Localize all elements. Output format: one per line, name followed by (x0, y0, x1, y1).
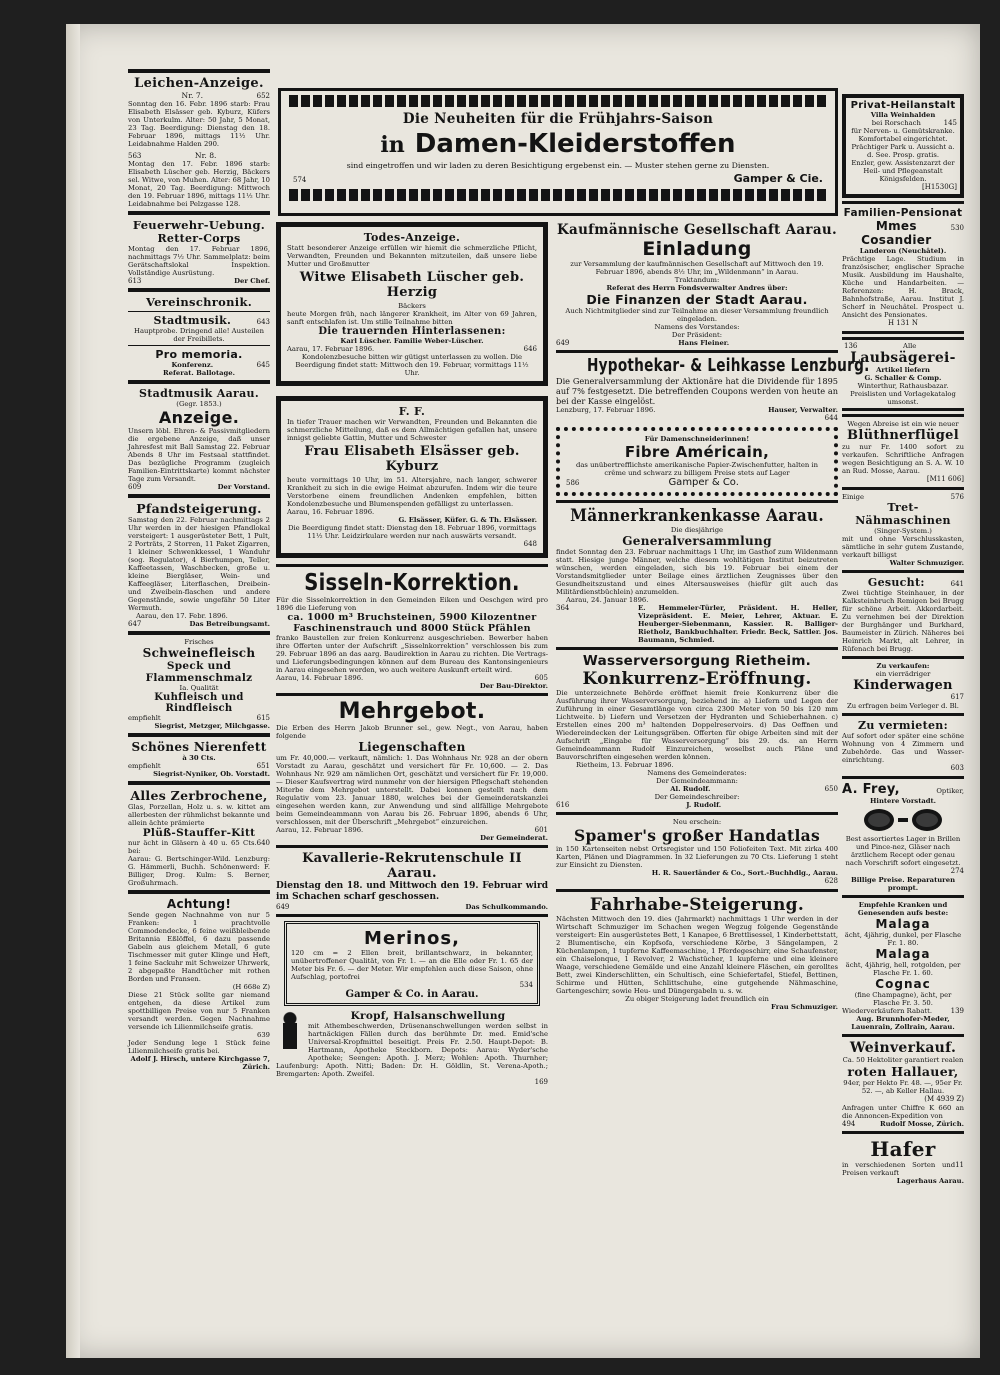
kropf-title: Kropf, Halsanschwellung (350, 1010, 506, 1022)
stadtmusik-aarau-code: 609 (128, 483, 142, 491)
wasser-date: Rietheim, 13. Februar 1896. (576, 761, 674, 769)
frey-optiker (842, 782, 964, 892)
malaga-text: Empfehle Kranken und Genesenden aufs beste: (857, 901, 949, 917)
hafer-ad (842, 1137, 964, 1185)
maenner-title: Männerkrankenkasse Aarau. (570, 506, 824, 526)
person-figure-icon (276, 1010, 304, 1058)
frey-text2: Billige Preise. Reparaturen prompt. (850, 876, 956, 892)
gesucht-title: Gesucht: (867, 576, 925, 589)
fahrhabe-title: Fahrhabe-Steigerung. (589, 895, 805, 915)
todes2-date: Aarau, 16. Februar 1896. (287, 508, 375, 516)
todes1-name: Witwe Elisabeth Lüscher geb. Herzig (299, 270, 525, 300)
kinderwagen-pre: Zu verkaufen: (876, 662, 930, 670)
fibre-text: das unübertrefflichste amerikanische Papier-Zwischenfutter, halten in crême und schwarz zu billigem Preise stets auf Lager (576, 461, 818, 477)
leichen-anzeige (128, 76, 270, 208)
frey-title: A. Frey, (842, 782, 900, 797)
todes1-names: Karl Lüscher. Familie Weber-Lüscher. (340, 337, 484, 345)
achtung-code1: (H 668e Z) (232, 983, 270, 991)
schweinefleisch-ad (128, 638, 270, 730)
stadtmusik-aarau-sig: Der Vorstand. (217, 483, 270, 491)
laubsaege-code: 136 (844, 342, 858, 350)
wasser-schr: Der Gemeindeschreiber: (654, 793, 740, 801)
leichen-nr2: Nr. 8. (194, 151, 217, 160)
pension-title: Familien-Pensionat (843, 207, 963, 219)
fibre-sig: Gamper & Co. (668, 477, 739, 488)
stadtmusik-label: Stadtmusik. (153, 314, 232, 327)
merinos-title: Merinos, (364, 928, 460, 949)
malaga-sig: Aug. Brunnhofer-Meder, Lauenrain, Zollrain, Aarau. (851, 1015, 955, 1031)
malaga-title: Malaga (875, 917, 931, 931)
column-4 (842, 94, 964, 1185)
todes1-title: Todes-Anzeige. (363, 231, 461, 244)
kitt-code: 640 (256, 839, 270, 847)
hypothekar-sig: Hauser, Verwalter. (768, 406, 838, 414)
hypothekar-title: Hypothekar- & Leihkasse Lenzburg. (587, 356, 870, 376)
mehrgebot-text2: um Fr. 40,000.— verkauft, nämlich: 1. Das Wohnhaus Nr. 928 an der obern Vorstadt zu Aarau, geschätzt und versichert für Fr. 10,600. — 2. Das Wohnhaus Nr. 929 am nämlichen Ort, geschätzt und versichert für Fr. 19,000. — Dieser Kaufsvertrag wird nunmehr von der hiersigen Pflegschaft stehenden Miterbe dem Mehrgebot unterstellt. Dabei konnen gestellt nach dem Regulativ vom 23. Januar 1880, welches bei der Gemeinderatskanzlei eingesehen werden kann, zur Anwendung und sind allfällige Mehrgebote beim Gemeindeammann von Aarau bis 26. Februar 1896, abends 6 Uhr, verschlossen, mit der Überschrift „Mehrgebot“ einzureichen. (276, 754, 548, 826)
handatlas-text: in 150 Kartenseiten nebst Ortsregister und 150 Foliofeiten Text. Mit zirka 400 Karten, Plänen und Diagrammen. In 32 Lieferungen zu 70 Cts. Lieferung 1 steht zur Einsicht zu Diensten. (556, 845, 838, 869)
privat-place: bei Rorschach (871, 119, 921, 127)
frey-code: 274 (950, 867, 964, 875)
schwein-title3: Kuhfleisch und Rindfleisch (154, 692, 244, 714)
handatlas (556, 818, 838, 886)
header-title: Die Neuheiten für die Frühjahrs-Saison (402, 111, 714, 127)
kaufm-sig: Hans Fleiner. (678, 339, 730, 347)
tret-naehmaschinen (842, 493, 964, 567)
leichen-nr1: Nr. 7. (181, 91, 204, 100)
todes1-role: Bäckers (398, 302, 426, 310)
laubsaege-pre: Alle (903, 342, 917, 350)
weinverkauf-code2: 494 (842, 1120, 856, 1128)
laubsaege-firm: G. Schaller & Comp. (864, 374, 942, 382)
todes1-code: 646 (523, 345, 537, 353)
feuerwehr-title: Feuerwehr-Uebung. (132, 218, 266, 232)
header-firm: Gamper & Cie. (733, 172, 823, 185)
vereinschronik-title: Vereinschronik. (145, 295, 253, 309)
naehmaschinen-title: Tret-Nähmaschinen (855, 501, 951, 527)
gesucht-steinhauer (842, 576, 964, 653)
mehrgebot-date: Aarau, 12. Februar 1896. (276, 826, 364, 834)
achtung-sig: Adolf J. Hirsch, untere Kirchgasse 7, Zürich. (130, 1055, 270, 1071)
achtung-text: Sende gegen Nachnahme von nur 5 Franken: 1 prachtvolle Commodendecke, 6 feine weißbleibende Britannia Eßlöffel, 6 dazu passende Gabeln aus gleichem Metall, 6 gute Tischmesser mit guter Klinge und Heft, 1 feine Sackuhr mit Schweizer Uhrwerk, 2 abgepaßte Handtücher mit rothen Borden und Fransen. (128, 911, 270, 983)
leichen-code1: 652 (256, 92, 270, 100)
kropf-text: mit Athembeschwerden, Drüsenanschwellungen werden selbst in hartnäckigen Fällen durch das berühmte Dr. med. Emid'sche Universal-Kropfmittel beseitigt. Preis Fr. 2.50. Haupt-Depot: B. Hartmann, Apotheke Steckborn. Depots: Aarau: Wyder'sche Apotheke; Seengen: Apoth. J. Merz; Wohlen: Apoth. Thurnher; Laufenburg: Apoth. Nitti; Baden: Dr. H. Göldlin, St. Verena-Apoth.; Bremgarten: Apoth. Zweifel. (276, 1022, 548, 1078)
column-2 (276, 222, 548, 1087)
leichen-entry2: Montag den 17. Febr. 1896 starb: Elisabeth Lüscher geb. Herzig, Bäckers sel. Witwe, von Muhen. Alter: 68 Jahr, 10 Monat, 20 Tag. Beerdigung: Mittwoch den 19. Februar 1896, mittags 11½ Uhr. Leidabnahme bei Pelzgasse 128. (128, 160, 270, 208)
malaga-code: 139 (950, 1007, 964, 1015)
todes1-text3: Kondolenzbesuche bitten wir gütigst unterlassen zu wollen. Die Beerdigung findet statt: Mittwoch den 19. Februar, vormittags 11½ Uhr. (295, 353, 529, 377)
mehrgebot-sub: Liegenschaften (358, 740, 466, 754)
naehmaschinen-text: mit und ohne Verschlusskasten, sämtliche in sehr gutem Zustande, verkauft billigst (842, 535, 964, 559)
todes1-text: Statt besonderer Anzeige erfüllen wir hiemit die schmerzliche Pflicht, Verwandten, Freunden und Bekannten mitzuteilen, daß unsere liebe Mutter und Großmutter (287, 244, 537, 268)
wasser-name1: Al. Rudolf. (670, 785, 711, 793)
zu-vermieten (842, 719, 964, 773)
hafer-sig: Lagerhaus Aarau. (896, 1177, 964, 1185)
wasser-title2: Konkurrenz-Eröffnung. (582, 669, 812, 689)
weinverkauf-sig: Rudolf Mosse, Zürich. (879, 1120, 964, 1128)
stadtmusik-aarau (128, 387, 270, 491)
todes-anzeige-2 (276, 396, 548, 558)
kitt-ad (128, 788, 270, 887)
bluethnerfluegel (842, 420, 964, 484)
kinderwagen (842, 662, 964, 710)
hafer-text: in verschiedenen Sorten und Preisen verkauft (842, 1161, 956, 1177)
leichen-code2: 563 (128, 152, 142, 160)
frey-role: Optiker, (936, 787, 964, 795)
maennerkrankenkasse (556, 506, 838, 644)
privat-code: 145 (943, 119, 957, 127)
schwein-title: Schweinefleisch (142, 646, 256, 660)
stadtmusik-aarau-anzeige: Anzeige. (158, 408, 240, 427)
wasser-code2: 616 (556, 801, 570, 809)
bluethner-title: Blüthnerflügel (847, 428, 959, 443)
weinverkauf-title2: roten Hallauer, (847, 1064, 959, 1079)
hypothekar-leihkasse (556, 356, 870, 423)
laubsaege-place: Winterthur, Rathausbazar. (857, 382, 949, 390)
kaufm-title: Kaufmännische Gesellschaft Aarau. (556, 222, 837, 238)
pfand-date: Aarau, den 17. Febr. 1896. (136, 612, 228, 620)
schwein-sub: Ia. Qualität (179, 684, 219, 692)
fibre-americain (556, 427, 838, 496)
schwein-title2: Speck und Flammenschmalz (145, 660, 253, 684)
kitt-dealers: Aarau: G. Bertschinger-Wild. Lenzburg: G. Hämmerli, Buchh. Schönenwerd: F. Billiger, Drog. Kulm: S. Berner, Großuhrmach. (128, 855, 270, 887)
kinderwagen-title: Kinderwagen (853, 678, 953, 693)
weinverkauf (842, 1040, 964, 1128)
kavallerie-text: Dienstag den 18. und Mittwoch den 19. Februar wird im Schachen scharf geschossen. (276, 881, 548, 902)
kavallerie-title: Kavallerie-Rekrutenschule II Aarau. (302, 851, 522, 881)
kavallerie (276, 851, 548, 911)
chain-border-top (289, 95, 827, 107)
fibre-pre: Für Damenschneiderinnen! (644, 435, 750, 443)
kaufm-referat: Referat des Herrn Fondsverwalter Andres über: (606, 284, 788, 292)
fibre-code: 586 (566, 479, 580, 487)
konferenz-code: 645 (256, 361, 270, 369)
pro-memoria: Pro memoria. (155, 348, 243, 361)
fahrhabe-steigerung (556, 895, 838, 1011)
sisseln-code: 605 (534, 674, 548, 682)
malaga-title3: Cognac (875, 977, 931, 991)
feuerwehr-sig: Der Chef. (234, 277, 270, 285)
hypothekar-text: Die Generalversammlung der Aktionäre hat die Dividende für 1895 auf 7% festgesetzt. Die betreffenden Coupons werden von heute an bei der Kasse eingelöst. (556, 376, 838, 406)
bluethner-text: Wegen Abreise ist ein wie neuer (847, 420, 959, 428)
chain-border-bottom (289, 189, 827, 201)
sisseln-sig: Der Bau-Direktor. (479, 682, 548, 690)
weinverkauf-text2: 94er, per Hekto Fr. 48. —, 95er Fr. 52. —, ab Keller Hallau. (843, 1079, 963, 1095)
achtung-ad (128, 897, 270, 1071)
sisseln-title: Sisseln-Korrektion. (304, 570, 520, 596)
vereinschronik (128, 295, 270, 377)
malaga-desc2: ächt, 4jährig, hell, rotgolden, per Flasche Fr. 1. 60. (845, 961, 961, 977)
kinderwagen-text2: Zu erfragen beim Verleger d. Bl. (847, 702, 959, 710)
leichen-entry1: Sonntag den 16. Febr. 1896 starb: Frau Elisabeth Elsässer geb. Kyburz, Küfers von Unterkulm. Alter: 50 Jahr, 5 Monat, 23 Tag. Beerdigung: Dienstag den 18. Februar 1896, mittags 11½ Uhr. Leidabnahme Halden 290. (128, 100, 270, 148)
kaufm-einladung: Einladung (642, 238, 752, 260)
todes2-text2: heute vormittags 10 Uhr, im 51. Altersjahre, nach langer, schwerer Krankheit zu sich in die ewige Heimat abzurufen. Indem wir die teure Verstorbene einem freundlichen Andenken empfehlen, bitten Kondolenzbesuche und Blumenspenden gefälligst zu unterlassen. (287, 476, 537, 508)
konferenz-referat: Referat. Ballotage. (163, 369, 235, 377)
kitt-title: Alles Zerbrochene, (130, 788, 268, 803)
kinderwagen-code: 617 (950, 693, 964, 701)
schwein-empf: empfiehlt (128, 714, 161, 722)
sisseln-korrektion (276, 570, 548, 690)
fahrhabe-text: Nächsten Mittwoch den 19. dies (Jahrmarkt) nachmittags 1 Uhr werden in der Wirtschaft Schmuziger im Schachen wegen Wegzug folgende Gegenstände versteigert: Ein ausgerüstetes Bett, 1 Kanapee, 6 Brettlisessel, 1 Kinderbettstatt, 2 Blumentische, ein Kopfsofa, verschiedene Körbe, 3 Sängelampen, 2 Küchenlampen, 1 tupferne Kaffeemaschine, 1 Pferdegeschirr, eine Schaufenster, ein Chaiselonque, 1 Revolver, 2 Wachstücher, 1 kupferne und eine kleinere Waage, verschiedene Gemälde und eine Anzahl kleinere Fläschen, ein gerolltes Bett, zwei Kinderschlitten, ein Schultisch, eine Schiefertafel, Stiefel, Bettinen, Schirme und Hütten, Schlittschuhe, eine gutgehende Nähmaschine, Gartengeschirr, sowie Heu- und Düngergabeln u. s. w. (556, 915, 838, 995)
pfandsteigerung (128, 501, 270, 628)
sisseln-date: Aarau, 14. Februar 1896. (276, 674, 364, 682)
frey-text: Best assortiertes Lager in Brillen und Pince-nez, Gläser nach ärztlichem Recept oder genau nach Vorschrift sofort eingesetzt. (845, 835, 961, 867)
laubsaegerei (842, 337, 964, 411)
schwein-pre: Frisches (184, 638, 214, 646)
naehmaschinen-sub: (Singer-System.) (874, 527, 932, 535)
malaga-rabatt: Wiederverkäufern Rabatt. (842, 1007, 933, 1015)
stadtmusik-aarau-text: Unsern löbl. Ehren- & Passivmitgliedern die ergebene Anzeige, daß unser Jahresfest mit Ball Samstag 22. Februar Abends 8 Uhr im Festsaal stattfindet. Das bezügliche Programm (zugleich Familien-Eintrittskarte) kommt nächster Tage zum Versandt. (128, 427, 270, 483)
kitt-product: Plüß-Stauffer-Kitt (142, 827, 256, 839)
stadtmusik-aarau-sub: (Gegr. 1853.) (176, 400, 222, 408)
column-1 (128, 66, 270, 1071)
kaufm-traktandum: Traktandum: (674, 276, 720, 284)
page-gutter (66, 24, 80, 1358)
weinverkauf-title: Weinverkauf. (849, 1040, 957, 1056)
stadtmusik-aarau-title: Stadtmusik Aarau. (139, 387, 259, 400)
wasser-namens: Namens des Gemeinderates: (647, 769, 747, 777)
nierenfett-empf: empfiehlt (128, 762, 161, 770)
achtung-code2: 639 (257, 1031, 270, 1039)
mehrgebot-code: 601 (534, 826, 548, 834)
mehrgebot-sig: Der Gemeinderat. (480, 834, 548, 842)
naehmaschinen-sig: Walter Schmuziger. (889, 559, 964, 567)
kaufm-code: 649 (556, 339, 570, 347)
mehrgebot-text: Die Erben des Herrn Jakob Brunner sel., gew. Negt., von Aarau, haben folgende (276, 724, 548, 740)
pension-name: Mmes Cosandier (861, 219, 932, 247)
privat-text: für Nerven- u. Gemütskranke. Komfortabel eingerichtet. Prächtiger Park u. Aussicht a. d. See. Prosp. gratis. (851, 127, 955, 159)
malaga-title2: Malaga (875, 947, 931, 961)
hypothekar-date: Lenzburg, 17. Februar 1896. (556, 406, 656, 414)
achtung-text2: Diese 21 Stück sollte gar niemand entgehen, da diese Artikel zum spottbilligen Preise von nur 5 Franken versandt werden. Gegen Nachnahme versende ich Lilienmilchseife gratis. (128, 991, 270, 1031)
header-text: sind eingetroffen und wir laden zu deren Besichtigung ergebenst ein. — Muster stehen gerne zu Diensten. (346, 161, 770, 170)
pfand-title: Pfandsteigerung. (136, 501, 262, 516)
todes1-date: Aarau, 17. Februar 1896. (287, 345, 375, 353)
todes2-text: In tiefer Trauer machen wir Verwandten, Freunden und Bekannten die schmerzliche Mitteilung, daß es dem Allmächtigen gefallen hat, unsere innigst geliebte Gattin, Mutter und Schwester (287, 418, 537, 442)
pfand-code: 647 (128, 620, 142, 628)
kitt-text: Glas, Porzellan, Holz u. s. w. kittet am allerbesten der rühmlichst bekannte und allein ächte prämierte (128, 803, 270, 827)
gesucht-code: 641 (950, 580, 964, 588)
merinos-sig: Gamper & Co. in Aarau. (345, 989, 479, 1000)
kropf-ad (276, 1010, 548, 1087)
todes1-text2: heute Morgen früh, nach längerer Krankheit, im Alter von 69 Jahren, sanft entschlafen ist. Um stille Teilnahme bitten (287, 310, 537, 326)
todes2-sig: G. Elsässer, Küfer. G. & Th. Elsässer. (398, 516, 537, 524)
header-ad (278, 88, 838, 216)
sisseln-text2: franko Baustellen zur freien Konkurrenz ausgeschrieben. Bewerber haben ihre Offerten unter der Aufschrift „Sisselnkorrektion“ verschlossen bis zum 29. Februar 1896 an das aarg. Baudirektion in Aarau zu richten. Die Vertrags- und Lieferungsbedingungen können auf dem Bureau des Kantonsingenieurs in Aarau eingesehen werden, wo auch weitere Auskunft erteilt wird. (276, 634, 548, 674)
wasser-code1: 650 (824, 785, 838, 793)
kaufm-praes: Der Präsident: (671, 331, 723, 339)
nierenfett-sig: Siegrist-Nyniker, Ob. Vorstadt. (153, 770, 270, 778)
schwein-sig: Siegrist, Metzger, Milchgasse. (154, 722, 270, 730)
privat-doctor: Enzler, gew. Assistenzarzt der Heil- und Pflegeanstalt Königsfelden. (851, 159, 955, 183)
privat-code2: [H1530G] (922, 183, 957, 191)
pfand-text: Samstag den 22. Februar nachmittags 2 Uhr werden in der hiesigen Pfandlokal versteigert: 1 ausgerüsteter Bett, 1 Pult, 2 Porträts, 2 Storren, 11 Paket Zigarren, 1 kleiner Schwenkkessel, 1 Wanduhr (sog. Regulator), 4 Bierhumpen, Teller, Kaffeetassen, Waschbecken, große u. kleine Biergläser, Wein- und Kaffeegläser, Literflaschen, Dreibein- und Zweibein-flaschen und andere Gegenstände, sowie ungefähr 50 Liter Wermuth. (128, 516, 270, 612)
kaufm-text: zur Versammlung der kaufmännischen Gesellschaft auf Mittwoch den 19. Februar 1896, abends 8½ Uhr, im „Wildenmann“ in Aarau. (570, 260, 824, 276)
sisseln-text: Für die Sisselnkorrektion in den Gemeinden Eiken und Oeschgen wird pro 1896 die Lieferung von (276, 596, 548, 612)
weinverkauf-code: (M 4939 Z) (924, 1095, 964, 1103)
privat-sub: Villa Weinhalden (870, 111, 936, 119)
kropf-code: 169 (534, 1078, 548, 1086)
kaufm-text2: Auch Nichtmitglieder sind zur Teilnahme an dieser Versammlung freundlich eingeladen. (565, 307, 829, 323)
laubsaege-sub: Artikel liefern (876, 366, 930, 374)
handatlas-sig: H. R. Sauerländer & Co., Sort.-Buchhdlg., Aarau. (651, 869, 838, 877)
privat-heilanstalt (842, 94, 964, 198)
nierenfett-code: 651 (256, 762, 270, 770)
malaga-ad (842, 901, 964, 1031)
malaga-desc3: (fine Champagne), ächt, per Flasche Fr. 3. 50. (854, 991, 952, 1007)
stadtmusik-probe: Hauptprobe. Dringend alle! Austeilen der Freibillets. (134, 327, 264, 343)
maenner-sub: Generalversammlung (622, 534, 772, 548)
wasser-title: Wasserversorgung Rietheim. (582, 653, 812, 669)
nierenfett-title: Schönes Nierenfett (131, 740, 267, 754)
kinderwagen-text: ein vierrädriger (875, 670, 931, 678)
feuerwehr-sub: Retter-Corps (157, 232, 241, 245)
handatlas-code: 628 (824, 877, 838, 885)
merinos (284, 921, 540, 1006)
pension-text: Prächtige Lage. Studium in französischer, englischer Sprache Musik. Ausbildung im Haushalte, Küche und Handarbeiten. — Referenzen: H. Brack, Bahnhofstraße, Aarau. Institut J. Scherf in Neuchâtel. Prospect u. Ansicht des Pensionates. (842, 255, 964, 319)
fibre-title: Fibre Américain, (624, 443, 770, 461)
mehrgebot (276, 699, 548, 842)
todes-anzeige-1 (276, 222, 548, 386)
frey-place: Hintere Vorstadt. (869, 797, 937, 805)
wasser-amm: Der Gemeindeammann: (656, 777, 738, 785)
achtung-title: Achtung! (166, 897, 232, 911)
maenner-code: 364 (556, 604, 570, 612)
maenner-board: E. Hemmeler-Türler, Präsident. H. Heller, Vizepräsident. E. Meier, Lehrer, Aktuar. E. Heuberger-Siebenmann, Kassier. R. Balliger-Rietholz, Bankbuchhalter. Friedr. Beck, Sattler. Jos. Baumann, Schmied. (638, 604, 838, 644)
pension-place: Landeron (Neuchâtel). (859, 247, 947, 255)
header-num: 574 (293, 176, 307, 184)
hypothekar-code: 644 (824, 414, 838, 422)
todes2-name: Frau Elisabeth Elsässer geb. Kyburz (304, 444, 520, 474)
hafer-code: 11 (955, 1161, 964, 1169)
privat-title: Privat-Heilanstalt (850, 100, 956, 111)
vermieten-text: Auf sofort oder später eine schöne Wohnung von 4 Zimmern und Zubehörde. Gas und Wasser-einrichtung. (842, 732, 964, 764)
hafer-title: Hafer (870, 1137, 936, 1161)
pension-code: 530 (950, 224, 964, 232)
todes2-text3: Die Beerdigung findet statt: Dienstag den 18. Februar 1896, vormittags 11½ Uhr. Leidzirkulare werden nur nach auswärts versandt. (288, 524, 536, 540)
merinos-code: 534 (519, 981, 533, 989)
naehmaschinen-code: 576 (950, 493, 964, 501)
kaufm-topic: Die Finanzen der Stadt Aarau. (586, 292, 808, 307)
vermieten-title: Zu vermieten: (858, 719, 948, 732)
feuerwehr-uebung (128, 218, 270, 285)
gesucht-text: Zwei tüchtige Steinhauer, in der Kalksteinbruch Remigen bei Brugg für schöne Arbeit. Akkordarbeit. Zu vernehmen bei der Direktion der Burghänger und Burkhard, Baumeister in Zürich. Näheres bei Heinrich Markt, alt Lehrer, in Rüfenach bei Brugg. (842, 589, 964, 653)
nierenfett-ad (128, 740, 270, 778)
weinverkauf-text3: Anfragen unter Chiffre K 660 an die Annoncen-Expedition von (842, 1104, 964, 1120)
laubsaege-text: Preislisten und Vorlagekatalog umsonst. (850, 390, 956, 406)
bluethner-text2: zu nur Fr. 1400 sofort zu verkaufen. Schriftliche Anfragen wegen Besichtigung an S. A. W. 10 an Rud. Mosse, Aarau. (842, 443, 964, 475)
mehrgebot-title: Mehrgebot. (338, 699, 486, 724)
handatlas-pre: Neu erschein: (672, 818, 722, 826)
kitt-text2: nur ächt in Gläsern à 40 u. 65 Cts. bei: (128, 839, 257, 855)
vermieten-code: 603 (950, 764, 964, 772)
todes1-heirs: Die trauernden Hinterlassenen: (318, 326, 506, 337)
todes2-code: 648 (523, 540, 537, 548)
spectacles-icon (842, 809, 964, 831)
wasserversorgung (556, 653, 838, 809)
header-headline: Damen-Kleiderstoffen (414, 129, 736, 159)
weinverkauf-text: Ca. 50 Hektoliter garantiert realen (842, 1056, 964, 1064)
familien-pensionat (842, 207, 964, 328)
malaga-desc: ächt, 4jährig, dunkel, per Flasche Fr. 1. 80. (844, 931, 962, 947)
bluethner-code: [M11 606] (926, 475, 964, 483)
merinos-text: 120 cm = 2 Ellen breit, brillantschwarz, in bekannter, unübertroffener Qualität, von Fr. 1. — an die Elle oder Fr. 1. 65 der Meter bis Fr. 6. — der Meter. Wir empfehlen auch diese Saison, ohne Aufschlag, portofrei (291, 949, 533, 981)
sisseln-spec: ca. 1000 m³ Bruchsteinen, 5900 Kilozentner Faschinenstrauch und 8000 Stück Pfählen (287, 612, 537, 634)
fahrhabe-text2: Zu obiger Steigerung ladet freundlich ein (625, 995, 769, 1003)
wasser-text: Die unterzeichnete Behörde eröffnet hiemit freie Konkurrenz über die Ausführung ihrer Wasserversorgung, beziehend in: a) Liefern und Legen der Zuführung in einer Gesamtlänge von circa 2300 Meter von 50 bis 120 mm Lichtweite. b) Liefern und Versetzen der Hydranten und Schieberhahnen. c) Erstellen eines 200 m³ haltenden Doppelreservoirs. d) Das Oeffnen und Wiedereindecken der Leitungsgräben. Offerten für obige Arbeiten sind mit der Aufschrift „Eingabe für Wasserversorgung“ bis 29. ds. an Herrn Gemeindeammann Rudolf Einzureichen, woselbst auch Pläne und Bauvorschriften eingesehen werden können. (556, 689, 838, 761)
maenner-pre: Die diesjährige (670, 526, 724, 534)
maenner-text: findet Sonntag den 23. Februar nachmittags 1 Uhr, im Gasthof zum Wildenmann statt. Hiesige junge Männer, welche diesem wohltätigen Institut beizutreten wünschen, werden eingeladen, sich bis 19. Februar bei einem der Vorstandsmitglieder unter Beilage eines ärztlichen Zeugnisses über den Gesundheitszustand und eines Altersausweises (hiefür gilt auch das Militärdienstbüchlein) anzumelden. (556, 548, 838, 596)
achtung-text3: Jeder Sendung lege 1 Stück feine Lilienmilchseife gratis bei. (128, 1039, 270, 1055)
pension-code2: H 131 N (887, 319, 919, 327)
wasser-name2: J. Rudolf. (686, 801, 722, 809)
handatlas-title: Spamer's großer Handatlas (573, 826, 821, 845)
nierenfett-price: à 30 Cts. (182, 754, 216, 762)
feuerwehr-code: 613 (128, 277, 142, 285)
maenner-date: Aarau, 24. Januar 1896. (566, 596, 649, 604)
naehmaschinen-pre: Einige (842, 493, 865, 501)
pfand-sig: Das Betreibungsamt. (189, 620, 270, 628)
konferenz-label: Konferenz. (171, 361, 214, 369)
schwein-code: 615 (256, 714, 270, 722)
kavallerie-sig: Das Schulkommando. (465, 903, 548, 911)
feuerwehr-text: Montag den 17. Februar 1896, nachmittags 7½ Uhr. Sammelplatz: beim Gerätschaftslokal Inspektion. Vollständige Ausrüstung. (128, 245, 270, 277)
fahrhabe-sig: Frau Schmuziger. (771, 1003, 838, 1011)
kaufm-namens: Namens des Vorstandes: (654, 323, 740, 331)
header-in: in (380, 132, 405, 158)
kaufmaennische-gesellschaft (556, 222, 838, 347)
kavallerie-code: 649 (276, 903, 290, 911)
leichen-title: Leichen-Anzeige. (134, 76, 264, 91)
stadtmusik-code: 643 (256, 318, 270, 326)
laubsaege-title: Laubsägerei- (850, 350, 956, 366)
todes2-title: F. F. (398, 405, 426, 418)
